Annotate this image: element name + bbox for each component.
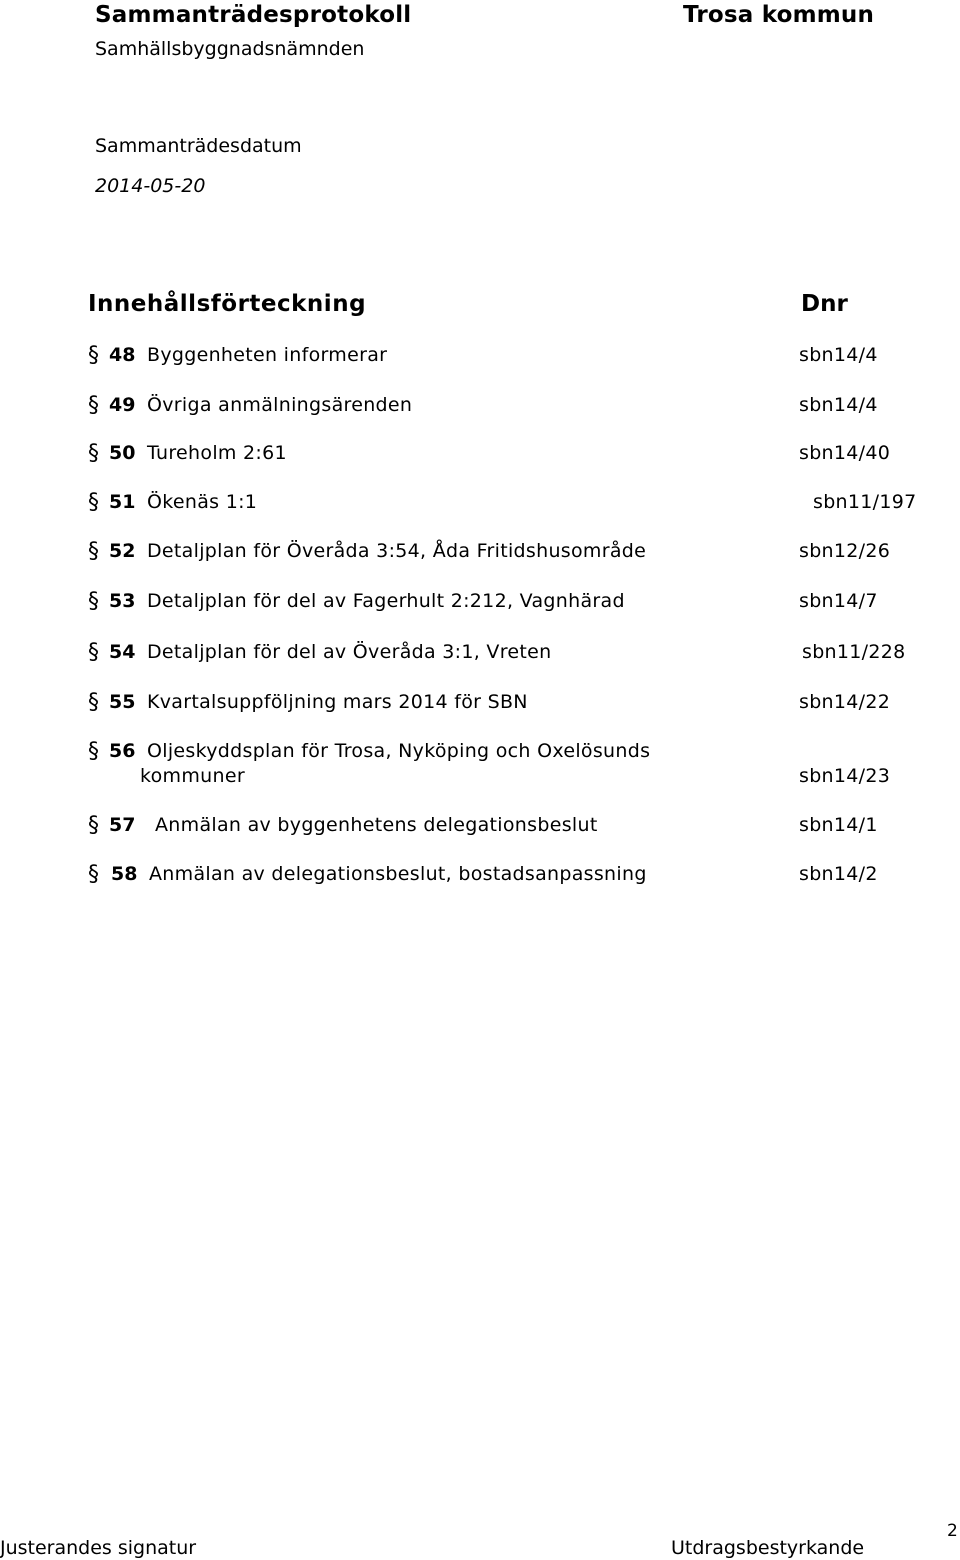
item-title: Byggenheten informerar [147, 344, 388, 366]
item-title-continuation: kommuner [140, 765, 245, 787]
item-number: 56 [109, 740, 136, 762]
section-symbol: § [88, 441, 99, 466]
document-type: Sammanträdesprotokoll [95, 2, 412, 28]
item-number: 57 [109, 814, 136, 836]
section-symbol: § [88, 393, 99, 418]
item-number: 50 [109, 442, 136, 464]
item-number: 49 [109, 394, 136, 416]
municipality-name: Trosa kommun [683, 2, 875, 28]
section-symbol: § [88, 862, 99, 887]
item-title: Kvartalsuppföljning mars 2014 för SBN [147, 691, 528, 713]
meeting-date: 2014-05-20 [95, 175, 206, 197]
item-number: 55 [109, 691, 136, 713]
meeting-date-block [95, 132, 302, 200]
item-title: Detaljplan för del av Fagerhult 2:212, Vagnhärad [147, 590, 625, 612]
item-number: 58 [111, 863, 138, 885]
item-number: 48 [109, 344, 136, 366]
item-dnr: sbn14/23 [799, 765, 891, 787]
item-title: Anmälan av delegationsbeslut, bostadsanpassning [149, 863, 647, 885]
item-number: 54 [109, 641, 136, 663]
item-dnr: sbn14/4 [799, 394, 878, 416]
item-title: Tureholm 2:61 [147, 442, 287, 464]
item-number: 52 [109, 540, 136, 562]
document-header [95, 0, 411, 68]
section-symbol: § [88, 813, 99, 838]
item-title: Anmälan av byggenhetens delegationsbeslut [155, 814, 598, 836]
item-dnr: sbn14/22 [799, 691, 891, 713]
item-title: Övriga anmälningsärenden [147, 394, 413, 416]
item-dnr: sbn14/2 [799, 863, 878, 885]
item-number: 53 [109, 590, 136, 612]
section-symbol: § [88, 539, 99, 564]
item-dnr: sbn14/7 [799, 590, 878, 612]
item-title: Detaljplan för Överåda 3:54, Åda Fritidshusområde [147, 540, 647, 562]
item-title: Oljeskyddsplan för Trosa, Nyköping och Oxelösunds [147, 740, 651, 762]
section-symbol: § [88, 343, 99, 368]
item-dnr: sbn11/197 [813, 491, 917, 513]
meeting-date-label: Sammanträdesdatum [95, 135, 302, 157]
section-symbol: § [88, 589, 99, 614]
committee-name: Samhällsbyggnadsnämnden [95, 38, 365, 60]
item-dnr: sbn11/228 [802, 641, 906, 663]
section-symbol: § [88, 640, 99, 665]
footer-certification-label: Utdragsbestyrkande [671, 1537, 865, 1559]
dnr-heading: Dnr [801, 291, 848, 317]
page-number: 2 [947, 1521, 958, 1541]
toc-heading: Innehållsförteckning [88, 291, 367, 317]
item-dnr: sbn14/40 [799, 442, 891, 464]
item-dnr: sbn14/1 [799, 814, 878, 836]
footer-signature-label: Justerandes signatur [0, 1537, 197, 1559]
item-dnr: sbn12/26 [799, 540, 891, 562]
item-number: 51 [109, 491, 136, 513]
item-dnr: sbn14/4 [799, 344, 878, 366]
section-symbol: § [88, 490, 99, 515]
section-symbol: § [88, 690, 99, 715]
item-title: Detaljplan för del av Överåda 3:1, Vreten [147, 641, 552, 663]
section-symbol: § [88, 739, 99, 764]
item-title: Ökenäs 1:1 [147, 491, 258, 513]
